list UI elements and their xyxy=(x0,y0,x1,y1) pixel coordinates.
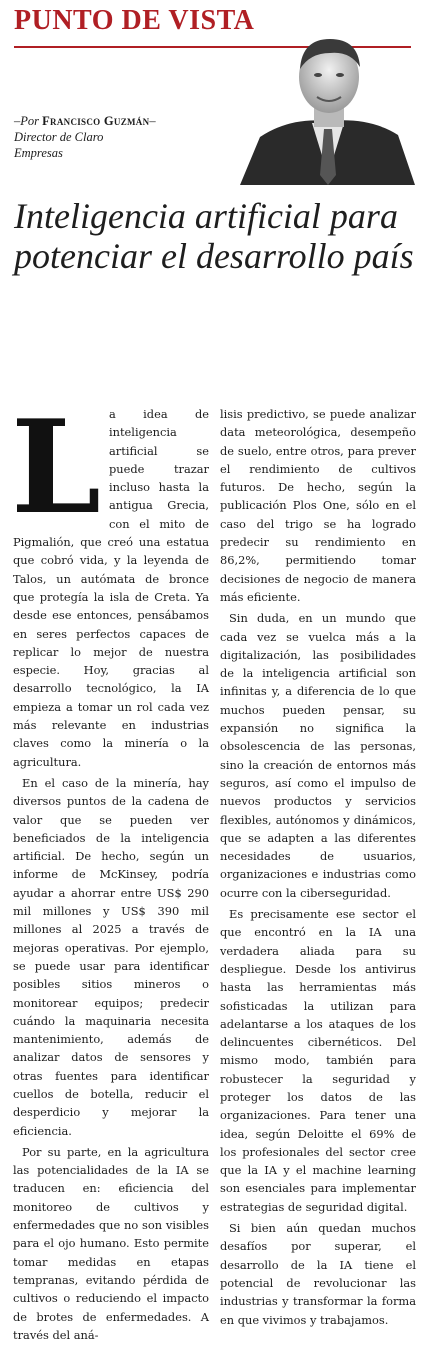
paragraph: Es precisamente ese sector el que encontró en la IA una verdadera aliada para su despliegue. Desde los antivirus hasta las herramientas más sofisticadas la utilizan para adelantarse a los ataques de los delincuentes cibernéticos. Del mismo modo, también para robustecer la seguridad y proteger los datos de las organizaciones. Para tener una idea, según Deloitte el 69% de los profesionales del sector cree que la IA y el machine learning son esenciales para implementar estrategias de seguridad digital. xyxy=(220,907,416,1214)
paragraph: Si bien aún quedan muchos desafíos por superar, el desarrollo de la IA tiene el potencial de revolucionar las industrias y transformar la forma en que vivimos y trabajamos. xyxy=(220,1221,416,1327)
section-title: PUNTO DE VISTA xyxy=(14,5,255,36)
author-role: Director de Claro Empresas xyxy=(14,130,104,160)
column-right xyxy=(220,405,416,1332)
column-left xyxy=(11,393,209,1347)
author-photo xyxy=(230,25,420,185)
byline-suffix: – xyxy=(149,114,156,128)
paragraph: Sin duda, en un mundo que cada vez se vuelca más a la digitalización, las posibilidades de la inteligencia artificial son infinitas y, a diferencia de lo que muchos pueden pensar, su expansión no significa la obsolescencia de las personas, sino la creación de entornos más seguros, así como el impulso de nuevos productos y servicios flexibles, autónomos y dinámicos, que se adapten a las diferentes necesidades de usuarios, organizaciones e industrias como ocurre con la ciberseguridad. xyxy=(220,611,416,900)
paragraph: La idea de inteligencia artificial se puede trazar incluso hasta la antigua Grecia, con el mito de Pigmalión, que creó una estatua que cobró vida, y la leyenda de Talos, un autómata de bronce que protegía la isla de Creta. Ya desde ese entonces, pensábamos en seres perfectos capaces de replicar lo mejor de nuestra especie. Hoy, gracias al desarrollo tecnológico, la IA empieza a tomar un rol cada vez más relevante en industrias claves como la minería o la agricultura. xyxy=(11,393,209,769)
drop-cap: L xyxy=(11,393,101,543)
paragraph: Por su parte, en la agricultura las potencialidades de la IA se traducen en: eficiencia del monitoreo de cultivos y enfermedades que no son visibles para el ojo humano. Esto permite tomar medidas en etapas tempranas, evitando pérdida de cultivos o reduciendo el impacto de brotes de enfermedades. A través del aná- xyxy=(13,1144,209,1342)
article-title: Inteligencia artificial para potenciar el desarrollo país xyxy=(14,196,414,276)
byline-prefix: –Por xyxy=(14,114,43,128)
paragraph: lisis predictivo, se puede analizar data meteorológica, desempeño de suelo, entre otros, para prever el rendimiento de cultivos futuros. De hecho, según la publicación Plos One, sólo en el caso del trigo se ha logrado predecir su rendimiento en 86,2%, permitiendo tomar decisiones de negocio de manera más eficiente. xyxy=(220,407,416,604)
byline xyxy=(14,113,156,161)
paragraph: En el caso de la minería, hay diversos puntos de la cadena de valor que se pueden ver beneficiados de la inteligencia artificial. De hecho, según un informe de McKinsey, podría ayudar a ahorrar entre US$ 290 mil millones y US$ 390 mil millones al 2025 a través de mejoras operativas. Por ejemplo, se puede usar para identificar posibles sitios mineros o monitorear equipos; predecir cuándo la maquinaria necesita mantenimiento, además de analizar datos de sensores y otras fuentes para identificar cuellos de botella, reducir el desperdicio y mejorar la eficiencia. xyxy=(13,775,209,1138)
author-name: Francisco Guzmán xyxy=(42,114,150,128)
